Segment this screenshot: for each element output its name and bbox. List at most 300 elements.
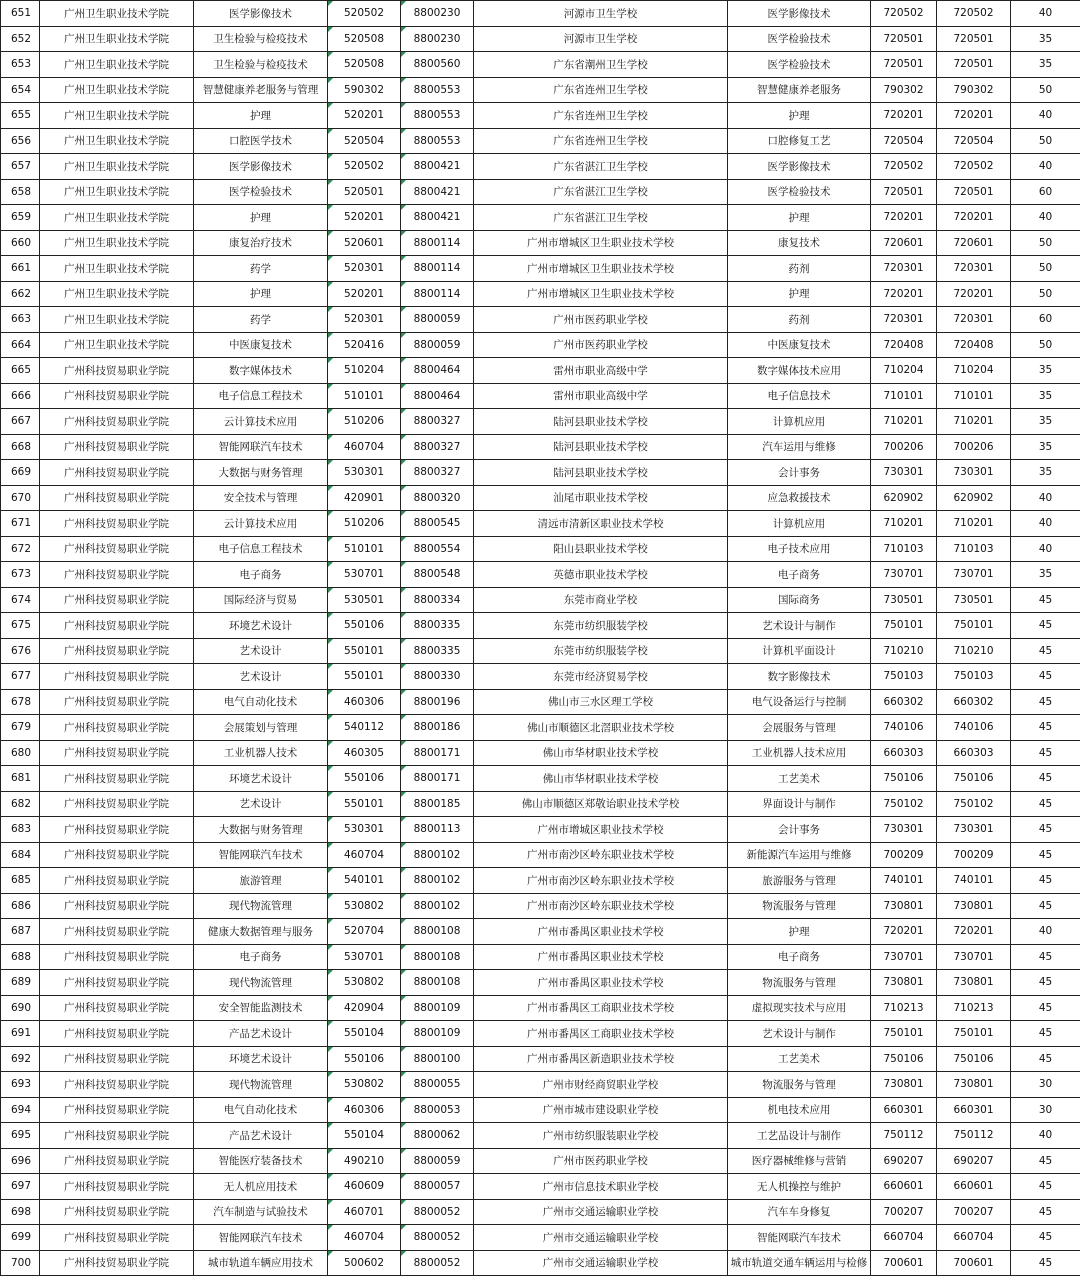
cell-secondary-major-code-2: 710204	[937, 358, 1011, 384]
cell-school-code: 8800102	[401, 868, 474, 894]
cell-school-code: 8800114	[401, 256, 474, 282]
cell-enrollment-quota: 45	[1011, 842, 1080, 868]
cell-school-code: 8800055	[401, 1072, 474, 1098]
cell-secondary-major-name: 会计事务	[728, 817, 871, 843]
cell-school-code: 8800464	[401, 383, 474, 409]
cell-secondary-major-name: 口腔修复工艺	[728, 128, 871, 154]
cell-school-code: 8800114	[401, 281, 474, 307]
cell-enrollment-quota: 40	[1011, 919, 1080, 945]
table-row	[1, 154, 1080, 180]
cell-secondary-major-code: 660302	[871, 689, 937, 715]
cell-row-number: 652	[1, 26, 40, 52]
cell-enrollment-quota: 40	[1011, 485, 1080, 511]
cell-secondary-major-code-2: 750101	[937, 1021, 1011, 1047]
cell-university-name: 广州科技贸易职业学院	[40, 1174, 194, 1200]
cell-row-number: 685	[1, 868, 40, 894]
cell-major-name: 医学影像技术	[194, 1, 328, 27]
cell-row-number: 672	[1, 536, 40, 562]
cell-school-code: 8800545	[401, 511, 474, 537]
cell-university-name: 广州科技贸易职业学院	[40, 1148, 194, 1174]
cell-secondary-major-code-2: 720504	[937, 128, 1011, 154]
cell-major-code: 520508	[328, 26, 401, 52]
cell-major-name: 卫生检验与检疫技术	[194, 52, 328, 78]
cell-secondary-major-code-2: 750103	[937, 664, 1011, 690]
cell-school-code: 8800171	[401, 766, 474, 792]
cell-school-name: 广东省湛江卫生学校	[474, 205, 728, 231]
cell-school-code: 8800421	[401, 154, 474, 180]
cell-enrollment-quota: 45	[1011, 1046, 1080, 1072]
cell-secondary-major-code: 720501	[871, 26, 937, 52]
cell-row-number: 690	[1, 995, 40, 1021]
cell-major-code: 530701	[328, 562, 401, 588]
table-row	[1, 128, 1080, 154]
cell-school-code: 8800320	[401, 485, 474, 511]
cell-secondary-major-code: 730301	[871, 817, 937, 843]
cell-secondary-major-code: 710201	[871, 511, 937, 537]
cell-secondary-major-code-2: 690207	[937, 1148, 1011, 1174]
cell-secondary-major-code: 720301	[871, 307, 937, 333]
cell-enrollment-quota: 45	[1011, 995, 1080, 1021]
cell-secondary-major-name: 中医康复技术	[728, 332, 871, 358]
cell-school-name: 佛山市顺德区郑敬诒职业技术学校	[474, 791, 728, 817]
cell-school-code: 8800059	[401, 1148, 474, 1174]
cell-school-code: 8800330	[401, 664, 474, 690]
cell-secondary-major-name: 电子商务	[728, 944, 871, 970]
cell-school-name: 雷州市职业高级中学	[474, 358, 728, 384]
cell-university-name: 广州科技贸易职业学院	[40, 562, 194, 588]
cell-university-name: 广州科技贸易职业学院	[40, 358, 194, 384]
table-row	[1, 689, 1080, 715]
cell-secondary-major-code-2: 730701	[937, 562, 1011, 588]
cell-school-name: 清远市清新区职业技术学校	[474, 511, 728, 537]
cell-school-code: 8800230	[401, 1, 474, 27]
cell-major-code: 490210	[328, 1148, 401, 1174]
cell-secondary-major-name: 数字媒体技术应用	[728, 358, 871, 384]
cell-secondary-major-code-2: 730301	[937, 460, 1011, 486]
cell-university-name: 广州科技贸易职业学院	[40, 995, 194, 1021]
cell-secondary-major-name: 国际商务	[728, 587, 871, 613]
cell-school-code: 8800553	[401, 77, 474, 103]
cell-major-code: 460704	[328, 1225, 401, 1251]
cell-school-name: 广东省潮州卫生学校	[474, 52, 728, 78]
cell-university-name: 广州科技贸易职业学院	[40, 434, 194, 460]
cell-enrollment-quota: 45	[1011, 613, 1080, 639]
cell-enrollment-quota: 50	[1011, 230, 1080, 256]
cell-major-name: 数字媒体技术	[194, 358, 328, 384]
cell-enrollment-quota: 35	[1011, 52, 1080, 78]
cell-university-name: 广州科技贸易职业学院	[40, 383, 194, 409]
cell-secondary-major-code: 720504	[871, 128, 937, 154]
cell-school-code: 8800327	[401, 409, 474, 435]
cell-secondary-major-code: 720501	[871, 179, 937, 205]
cell-major-name: 智慧健康养老服务与管理	[194, 77, 328, 103]
cell-enrollment-quota: 45	[1011, 664, 1080, 690]
cell-secondary-major-code: 710101	[871, 383, 937, 409]
cell-secondary-major-code: 740106	[871, 715, 937, 741]
table-row	[1, 1199, 1080, 1225]
cell-school-name: 广州市增城区职业技术学校	[474, 817, 728, 843]
cell-row-number: 656	[1, 128, 40, 154]
cell-major-code: 540112	[328, 715, 401, 741]
cell-major-name: 环境艺术设计	[194, 613, 328, 639]
table-row	[1, 358, 1080, 384]
cell-secondary-major-name: 药剂	[728, 307, 871, 333]
cell-major-code: 520301	[328, 256, 401, 282]
cell-major-code: 510101	[328, 536, 401, 562]
cell-row-number: 677	[1, 664, 40, 690]
cell-row-number: 659	[1, 205, 40, 231]
cell-secondary-major-code-2: 720501	[937, 52, 1011, 78]
cell-school-name: 雷州市职业高级中学	[474, 383, 728, 409]
cell-enrollment-quota: 35	[1011, 383, 1080, 409]
cell-secondary-major-code: 700601	[871, 1250, 937, 1276]
cell-enrollment-quota: 45	[1011, 970, 1080, 996]
cell-secondary-major-name: 新能源汽车运用与维修	[728, 842, 871, 868]
cell-enrollment-quota: 45	[1011, 1225, 1080, 1251]
cell-university-name: 广州科技贸易职业学院	[40, 664, 194, 690]
cell-university-name: 广州科技贸易职业学院	[40, 740, 194, 766]
cell-school-name: 汕尾市职业技术学校	[474, 485, 728, 511]
cell-major-code: 510206	[328, 409, 401, 435]
cell-school-code: 8800553	[401, 103, 474, 129]
cell-secondary-major-code-2: 660303	[937, 740, 1011, 766]
cell-secondary-major-code-2: 710213	[937, 995, 1011, 1021]
table-body	[1, 1, 1080, 1276]
table-row	[1, 1250, 1080, 1276]
table-row	[1, 791, 1080, 817]
cell-secondary-major-code-2: 660302	[937, 689, 1011, 715]
cell-school-code: 8800553	[401, 128, 474, 154]
cell-major-name: 汽车制造与试验技术	[194, 1199, 328, 1225]
cell-row-number: 673	[1, 562, 40, 588]
cell-row-number: 665	[1, 358, 40, 384]
cell-major-name: 康复治疗技术	[194, 230, 328, 256]
cell-university-name: 广州科技贸易职业学院	[40, 485, 194, 511]
cell-secondary-major-code-2: 720301	[937, 307, 1011, 333]
cell-university-name: 广州卫生职业技术学院	[40, 281, 194, 307]
cell-school-code: 8800102	[401, 842, 474, 868]
cell-secondary-major-name: 电子商务	[728, 562, 871, 588]
cell-secondary-major-code-2: 740106	[937, 715, 1011, 741]
cell-secondary-major-code: 750102	[871, 791, 937, 817]
table-row	[1, 842, 1080, 868]
cell-school-code: 8800186	[401, 715, 474, 741]
cell-school-code: 8800185	[401, 791, 474, 817]
cell-major-code: 520201	[328, 205, 401, 231]
cell-school-code: 8800327	[401, 460, 474, 486]
cell-secondary-major-code-2: 700207	[937, 1199, 1011, 1225]
cell-secondary-major-name: 艺术设计与制作	[728, 613, 871, 639]
cell-university-name: 广州科技贸易职业学院	[40, 1123, 194, 1149]
cell-secondary-major-code-2: 710201	[937, 511, 1011, 537]
cell-row-number: 687	[1, 919, 40, 945]
cell-row-number: 699	[1, 1225, 40, 1251]
cell-university-name: 广州卫生职业技术学院	[40, 103, 194, 129]
cell-school-name: 广州市城市建设职业学校	[474, 1097, 728, 1123]
cell-secondary-major-name: 计算机应用	[728, 409, 871, 435]
cell-enrollment-quota: 50	[1011, 332, 1080, 358]
cell-major-name: 电子商务	[194, 562, 328, 588]
cell-major-name: 云计算技术应用	[194, 409, 328, 435]
cell-university-name: 广州科技贸易职业学院	[40, 460, 194, 486]
cell-secondary-major-name: 医学影像技术	[728, 1, 871, 27]
cell-enrollment-quota: 50	[1011, 281, 1080, 307]
cell-secondary-major-name: 无人机操控与维护	[728, 1174, 871, 1200]
table-row	[1, 1148, 1080, 1174]
cell-major-name: 安全智能监测技术	[194, 995, 328, 1021]
cell-school-code: 8800464	[401, 358, 474, 384]
cell-secondary-major-code-2: 720501	[937, 179, 1011, 205]
cell-school-code: 8800114	[401, 230, 474, 256]
cell-school-code: 8800052	[401, 1199, 474, 1225]
cell-row-number: 653	[1, 52, 40, 78]
cell-major-code: 460306	[328, 689, 401, 715]
cell-school-name: 佛山市华材职业技术学校	[474, 740, 728, 766]
cell-enrollment-quota: 40	[1011, 511, 1080, 537]
cell-major-code: 520601	[328, 230, 401, 256]
cell-school-code: 8800102	[401, 893, 474, 919]
cell-major-name: 电子信息工程技术	[194, 536, 328, 562]
cell-row-number: 682	[1, 791, 40, 817]
cell-major-name: 产品艺术设计	[194, 1123, 328, 1149]
cell-secondary-major-code: 730701	[871, 562, 937, 588]
cell-university-name: 广州卫生职业技术学院	[40, 1, 194, 27]
table-row	[1, 1, 1080, 27]
cell-secondary-major-code: 790302	[871, 77, 937, 103]
cell-secondary-major-name: 城市轨道交通车辆运用与检修	[728, 1250, 871, 1276]
cell-major-name: 护理	[194, 205, 328, 231]
cell-major-code: 550104	[328, 1021, 401, 1047]
cell-secondary-major-code: 750103	[871, 664, 937, 690]
table-row	[1, 1123, 1080, 1149]
cell-major-code: 530701	[328, 944, 401, 970]
cell-enrollment-quota: 45	[1011, 893, 1080, 919]
cell-major-name: 中医康复技术	[194, 332, 328, 358]
cell-major-code: 530802	[328, 1072, 401, 1098]
cell-major-code: 460609	[328, 1174, 401, 1200]
cell-major-name: 大数据与财务管理	[194, 817, 328, 843]
cell-row-number: 666	[1, 383, 40, 409]
cell-university-name: 广州卫生职业技术学院	[40, 154, 194, 180]
cell-school-code: 8800108	[401, 944, 474, 970]
table-row	[1, 332, 1080, 358]
table-row	[1, 307, 1080, 333]
cell-major-code: 520508	[328, 52, 401, 78]
cell-secondary-major-code: 750106	[871, 1046, 937, 1072]
cell-row-number: 696	[1, 1148, 40, 1174]
cell-school-name: 东莞市纺织服装学校	[474, 613, 728, 639]
table-row	[1, 970, 1080, 996]
cell-school-name: 广州市番禺区新造职业技术学校	[474, 1046, 728, 1072]
table-row	[1, 638, 1080, 664]
cell-university-name: 广州科技贸易职业学院	[40, 409, 194, 435]
cell-secondary-major-code: 700207	[871, 1199, 937, 1225]
cell-major-name: 医学影像技术	[194, 154, 328, 180]
table-row	[1, 868, 1080, 894]
cell-secondary-major-code: 750101	[871, 1021, 937, 1047]
cell-row-number: 679	[1, 715, 40, 741]
cell-school-name: 广州市番禺区职业技术学校	[474, 944, 728, 970]
cell-secondary-major-code-2: 720201	[937, 281, 1011, 307]
cell-school-code: 8800327	[401, 434, 474, 460]
cell-secondary-major-name: 医学检验技术	[728, 52, 871, 78]
table-row	[1, 103, 1080, 129]
cell-major-name: 智能网联汽车技术	[194, 842, 328, 868]
cell-secondary-major-code: 720501	[871, 52, 937, 78]
cell-row-number: 684	[1, 842, 40, 868]
cell-major-name: 艺术设计	[194, 791, 328, 817]
cell-enrollment-quota: 50	[1011, 77, 1080, 103]
cell-enrollment-quota: 40	[1011, 1, 1080, 27]
cell-university-name: 广州科技贸易职业学院	[40, 919, 194, 945]
cell-secondary-major-code-2: 750102	[937, 791, 1011, 817]
cell-row-number: 681	[1, 766, 40, 792]
table-row	[1, 893, 1080, 919]
cell-secondary-major-name: 汽车车身修复	[728, 1199, 871, 1225]
cell-secondary-major-code: 750106	[871, 766, 937, 792]
cell-secondary-major-code-2: 730701	[937, 944, 1011, 970]
table-row	[1, 1021, 1080, 1047]
cell-major-code: 520502	[328, 1, 401, 27]
cell-major-name: 工业机器人技术	[194, 740, 328, 766]
cell-secondary-major-code-2: 750106	[937, 766, 1011, 792]
cell-university-name: 广州卫生职业技术学院	[40, 179, 194, 205]
cell-university-name: 广州科技贸易职业学院	[40, 1097, 194, 1123]
table-row	[1, 715, 1080, 741]
cell-major-code: 530301	[328, 817, 401, 843]
cell-secondary-major-code-2: 720201	[937, 103, 1011, 129]
cell-school-name: 东莞市经济贸易学校	[474, 664, 728, 690]
cell-row-number: 694	[1, 1097, 40, 1123]
cell-major-code: 460704	[328, 434, 401, 460]
cell-secondary-major-code-2: 750106	[937, 1046, 1011, 1072]
cell-school-code: 8800113	[401, 817, 474, 843]
cell-secondary-major-code-2: 700209	[937, 842, 1011, 868]
cell-school-name: 陆河县职业技术学校	[474, 434, 728, 460]
cell-major-code: 550106	[328, 1046, 401, 1072]
cell-university-name: 广州科技贸易职业学院	[40, 511, 194, 537]
cell-major-name: 智能网联汽车技术	[194, 434, 328, 460]
cell-secondary-major-code: 740101	[871, 868, 937, 894]
cell-school-code: 8800053	[401, 1097, 474, 1123]
cell-secondary-major-code-2: 700206	[937, 434, 1011, 460]
cell-row-number: 657	[1, 154, 40, 180]
cell-university-name: 广州科技贸易职业学院	[40, 766, 194, 792]
table-row	[1, 995, 1080, 1021]
table-row	[1, 1225, 1080, 1251]
cell-row-number: 674	[1, 587, 40, 613]
cell-school-name: 广州市番禺区职业技术学校	[474, 970, 728, 996]
cell-major-code: 420904	[328, 995, 401, 1021]
cell-enrollment-quota: 35	[1011, 358, 1080, 384]
cell-row-number: 663	[1, 307, 40, 333]
cell-secondary-major-name: 界面设计与制作	[728, 791, 871, 817]
cell-major-code: 520501	[328, 179, 401, 205]
cell-major-code: 550104	[328, 1123, 401, 1149]
cell-row-number: 689	[1, 970, 40, 996]
cell-school-name: 广州市医药职业学校	[474, 332, 728, 358]
cell-school-code: 8800109	[401, 995, 474, 1021]
cell-school-code: 8800108	[401, 970, 474, 996]
cell-school-name: 英德市职业技术学校	[474, 562, 728, 588]
cell-school-name: 广州市纺织服装职业学校	[474, 1123, 728, 1149]
cell-major-code: 520416	[328, 332, 401, 358]
cell-enrollment-quota: 45	[1011, 1148, 1080, 1174]
cell-major-code: 530802	[328, 893, 401, 919]
table-row	[1, 511, 1080, 537]
cell-enrollment-quota: 40	[1011, 103, 1080, 129]
cell-secondary-major-name: 电气设备运行与控制	[728, 689, 871, 715]
cell-secondary-major-code-2: 730801	[937, 893, 1011, 919]
cell-enrollment-quota: 45	[1011, 1021, 1080, 1047]
cell-school-name: 广东省湛江卫生学校	[474, 154, 728, 180]
cell-secondary-major-code-2: 730501	[937, 587, 1011, 613]
cell-secondary-major-code: 720502	[871, 154, 937, 180]
cell-secondary-major-code-2: 620902	[937, 485, 1011, 511]
cell-school-name: 广州市交通运输职业学校	[474, 1250, 728, 1276]
cell-secondary-major-code-2: 710103	[937, 536, 1011, 562]
table-row	[1, 409, 1080, 435]
cell-enrollment-quota: 50	[1011, 256, 1080, 282]
cell-row-number: 683	[1, 817, 40, 843]
cell-major-name: 艺术设计	[194, 638, 328, 664]
cell-school-name: 广州市增城区卫生职业技术学校	[474, 230, 728, 256]
cell-secondary-major-code-2: 790302	[937, 77, 1011, 103]
cell-row-number: 700	[1, 1250, 40, 1276]
cell-major-code: 550106	[328, 613, 401, 639]
cell-secondary-major-code: 730701	[871, 944, 937, 970]
cell-university-name: 广州科技贸易职业学院	[40, 536, 194, 562]
cell-school-name: 广东省连州卫生学校	[474, 77, 728, 103]
cell-secondary-major-name: 工艺品设计与制作	[728, 1123, 871, 1149]
cell-university-name: 广州科技贸易职业学院	[40, 944, 194, 970]
cell-secondary-major-name: 医疗器械维修与营销	[728, 1148, 871, 1174]
cell-major-code: 520201	[328, 103, 401, 129]
cell-university-name: 广州卫生职业技术学院	[40, 307, 194, 333]
cell-school-code: 8800230	[401, 26, 474, 52]
cell-school-name: 阳山县职业技术学校	[474, 536, 728, 562]
cell-school-name: 广州市番禺区工商职业技术学校	[474, 995, 728, 1021]
cell-university-name: 广州卫生职业技术学院	[40, 332, 194, 358]
table-row	[1, 230, 1080, 256]
table-row	[1, 664, 1080, 690]
cell-major-name: 云计算技术应用	[194, 511, 328, 537]
table-row	[1, 562, 1080, 588]
cell-university-name: 广州科技贸易职业学院	[40, 689, 194, 715]
cell-row-number: 667	[1, 409, 40, 435]
table-row	[1, 1097, 1080, 1123]
cell-university-name: 广州科技贸易职业学院	[40, 791, 194, 817]
cell-secondary-major-code-2: 750101	[937, 613, 1011, 639]
cell-school-name: 河源市卫生学校	[474, 1, 728, 27]
cell-major-code: 460701	[328, 1199, 401, 1225]
cell-school-name: 东莞市纺织服装学校	[474, 638, 728, 664]
cell-major-name: 现代物流管理	[194, 1072, 328, 1098]
cell-major-name: 护理	[194, 281, 328, 307]
cell-school-code: 8800109	[401, 1021, 474, 1047]
cell-secondary-major-code: 710213	[871, 995, 937, 1021]
cell-secondary-major-name: 物流服务与管理	[728, 893, 871, 919]
cell-secondary-major-code-2: 720201	[937, 205, 1011, 231]
cell-enrollment-quota: 40	[1011, 1123, 1080, 1149]
cell-major-code: 500602	[328, 1250, 401, 1276]
cell-secondary-major-code-2: 710101	[937, 383, 1011, 409]
cell-secondary-major-name: 护理	[728, 103, 871, 129]
cell-major-code: 510206	[328, 511, 401, 537]
cell-secondary-major-code: 730801	[871, 893, 937, 919]
cell-major-name: 产品艺术设计	[194, 1021, 328, 1047]
cell-secondary-major-name: 医学影像技术	[728, 154, 871, 180]
